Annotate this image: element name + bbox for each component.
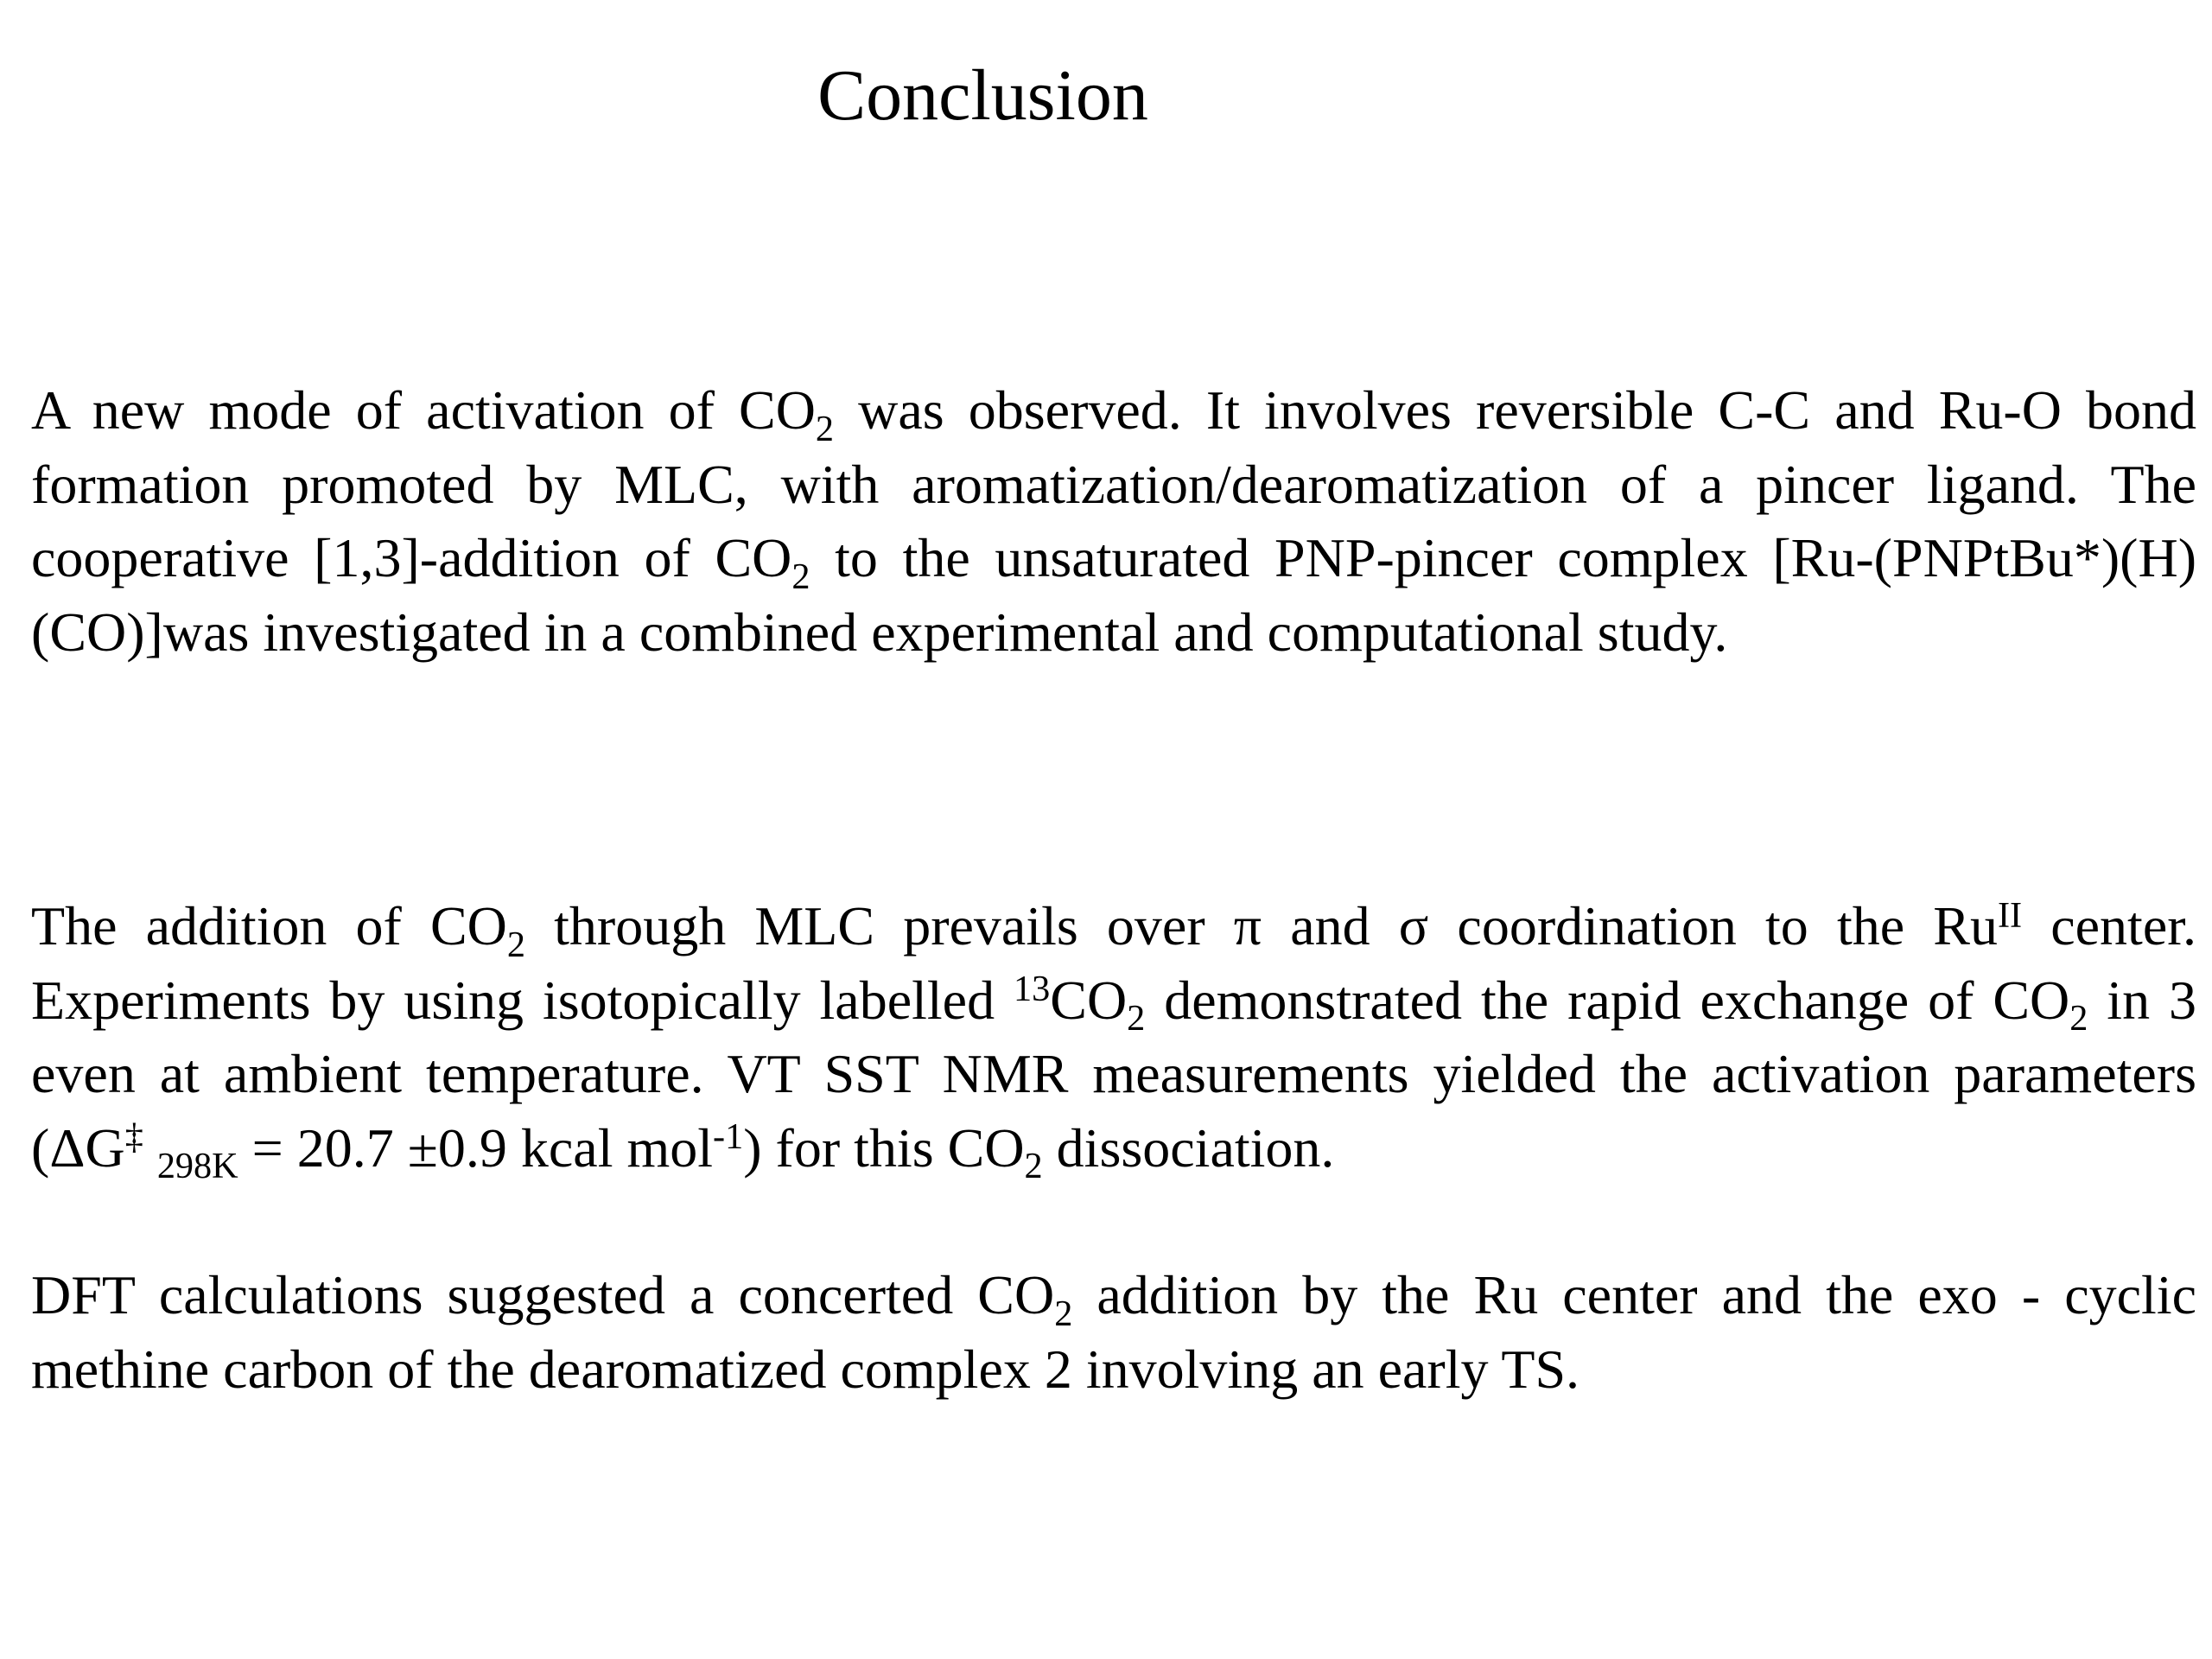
text-run: dissociation. xyxy=(1042,1116,1335,1179)
subscript: 2 xyxy=(1024,1146,1043,1187)
text-run: demonstrated the rapid exchange of CO xyxy=(1145,969,2070,1031)
subscript: 2 xyxy=(1054,1293,1073,1334)
text-run: The addition of CO xyxy=(31,895,507,957)
text-run: in 3 even at ambient temperature. VT SST NMR measurements yielded the activation parameters (ΔG xyxy=(31,969,2197,1179)
text-run: was observed. It involves reversible C-C and Ru-O bond formation promoted by MLC, with aromatization/dearomatization of a pincer ligand. The cooperative [1,3]-addition of CO xyxy=(31,379,2197,588)
subscript: 2 xyxy=(2069,998,2088,1039)
subscript: 2 xyxy=(815,408,835,449)
superscript: -1 xyxy=(713,1116,744,1158)
text-run: A new mode of activation of CO xyxy=(31,379,816,441)
subscript: 2 xyxy=(1127,998,1146,1039)
superscript: 13 xyxy=(1014,969,1051,1010)
paragraph-dft-calculations xyxy=(31,1258,2196,1406)
text-run: DFT calculations suggested a concerted CO xyxy=(31,1264,1055,1325)
subscript: 2 xyxy=(791,556,810,597)
superscript: II xyxy=(1997,894,2023,936)
text-run: center. Experiments by using isotopically labelled xyxy=(31,895,2197,1031)
subscript: 2 xyxy=(506,924,526,965)
text-run: through MLC prevails over π and σ coordination to the Ru xyxy=(525,895,1998,957)
text-run: ) for this CO xyxy=(743,1116,1025,1179)
text-run: CO xyxy=(1050,969,1128,1031)
text-run: to the unsaturated PNP-pincer complex [Ru-(PNPtBu*)(H)(CO)]was investigated in a combined experimental and computational study. xyxy=(31,527,2197,663)
page-title: Conclusion xyxy=(817,55,1148,136)
text-run: addition by the Ru center and the exo - cyclic methine carbon of the dearomatized complex 2 involving an early TS. xyxy=(31,1264,2197,1400)
superscript: ‡ xyxy=(124,1116,143,1158)
paragraph-co2-activation-mode xyxy=(31,373,2196,669)
text-run xyxy=(143,1117,157,1179)
text-run: = 20.7 ±0.9 kcal mol xyxy=(238,1116,714,1179)
subscript: 298K xyxy=(156,1146,238,1187)
paragraph-mlc-addition xyxy=(31,889,2196,1185)
